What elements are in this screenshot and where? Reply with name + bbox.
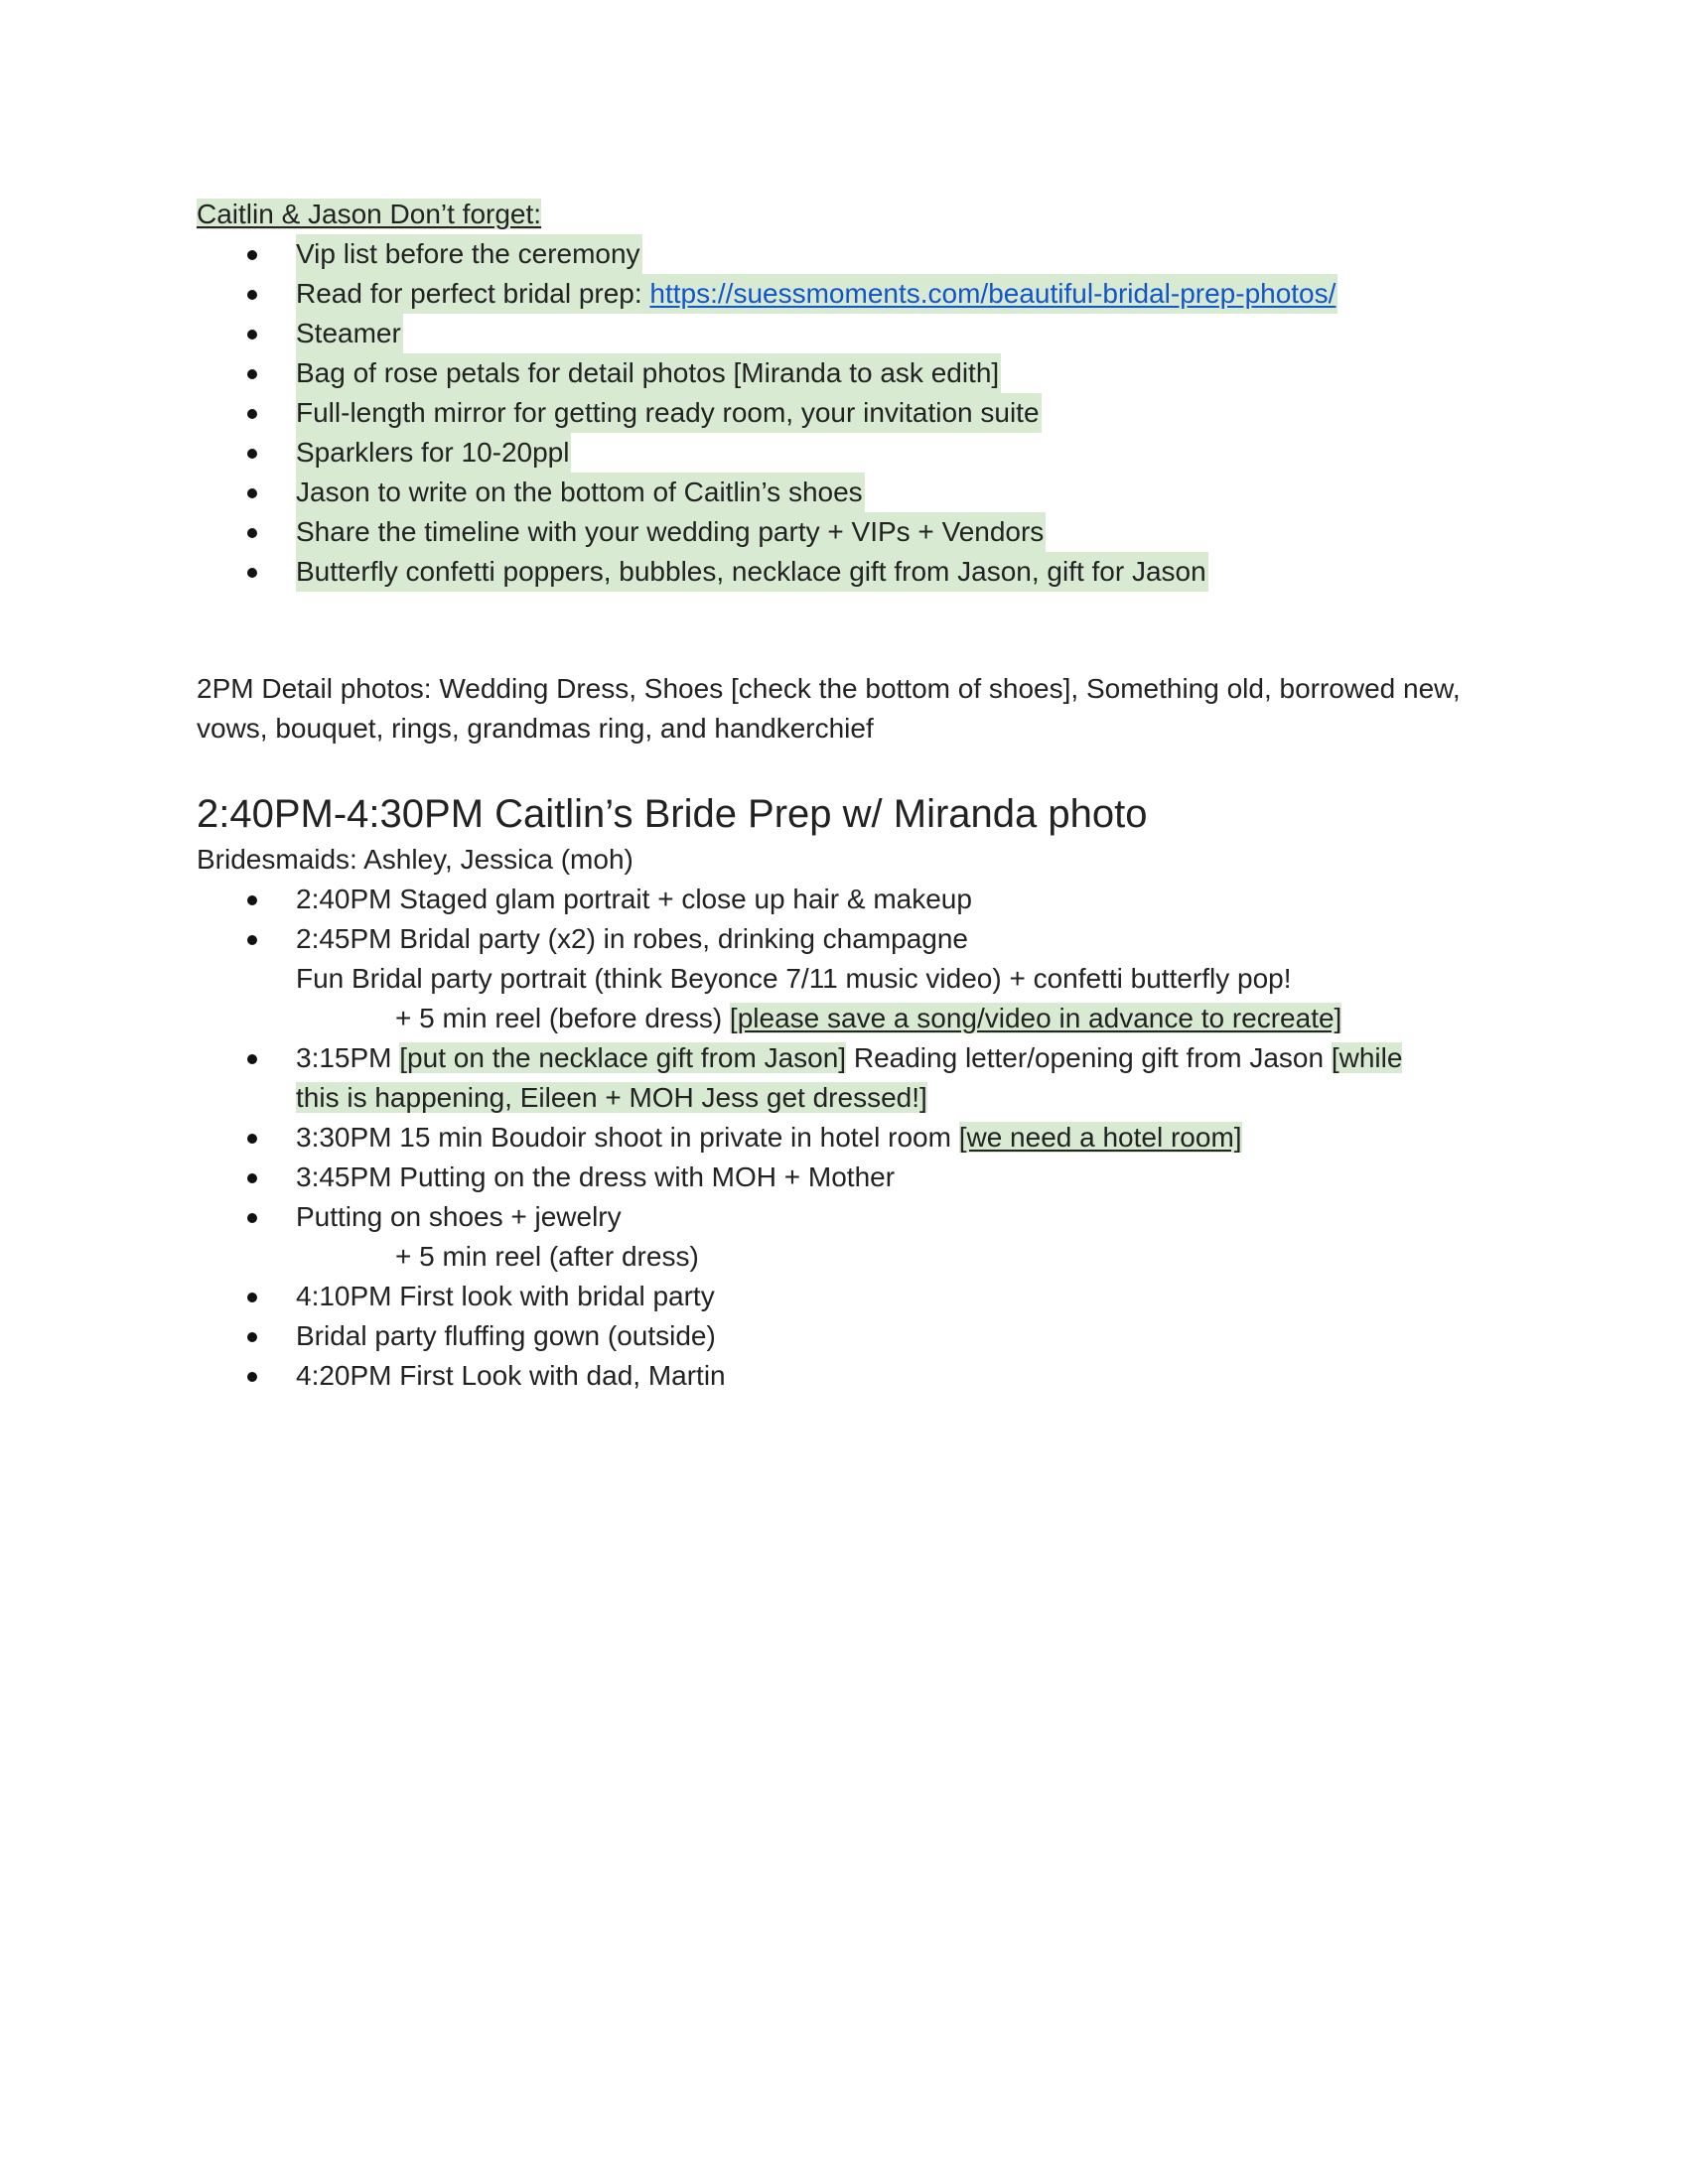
reminder-text: Vip list before the ceremony [296, 234, 642, 274]
bridal-prep-link[interactable]: https://suessmoments.com/beautiful-bridal-prep-photos/ [649, 278, 1336, 309]
timeline-item [197, 1038, 1497, 1118]
timeline-note-highlight: [we need a hotel room] [958, 1122, 1242, 1153]
timeline-text: 2:40PM Staged glam portrait + close up hair & makeup [296, 884, 972, 914]
bullet-icon [247, 1173, 257, 1183]
bullet-icon [247, 409, 257, 419]
bullet-icon [247, 568, 257, 578]
timeline-reel-text: + 5 min reel (after dress) [395, 1241, 699, 1272]
bride-prep-list [197, 880, 1497, 1396]
timeline-text: 4:20PM First Look with dad, Martin [296, 1360, 726, 1391]
bullet-icon [247, 895, 257, 905]
bullet-icon [247, 1213, 257, 1223]
timeline-item [197, 1158, 1497, 1197]
timeline-text: Putting on shoes + jewelry [296, 1201, 622, 1232]
timeline-note-highlight: this is happening, Eileen + MOH Jess get dressed!] [296, 1082, 927, 1113]
reminders-title: Caitlin & Jason Don’t forget: [197, 199, 542, 229]
reminder-item [197, 274, 1497, 314]
timeline-reel-text: + 5 min reel (before dress) [395, 1003, 730, 1033]
reminder-text: Sparklers for 10-20ppl [296, 433, 571, 473]
timeline-note-highlight: [put on the necklace gift from Jason] [399, 1042, 847, 1073]
bullet-icon [247, 1332, 257, 1342]
timeline-text: 3:45PM Putting on the dress with MOH + Mother [296, 1161, 896, 1192]
timeline-note-highlight: [while [1331, 1042, 1403, 1073]
timeline-text-line [296, 1078, 1497, 1118]
bullet-icon [247, 330, 257, 340]
reminder-item [197, 234, 1497, 274]
bullet-icon [247, 528, 257, 538]
timeline-subtext: Fun Bridal party portrait (think Beyonce 7/11 music video) + confetti butterfly pop! [296, 963, 1292, 994]
bullet-icon [247, 1134, 257, 1144]
reminder-text: Butterfly confetti poppers, bubbles, necklace gift from Jason, gift for Jason [296, 552, 1208, 592]
timeline-text: 3:30PM 15 min Boudoir shoot in private in hotel room [296, 1122, 959, 1153]
bullet-icon [247, 449, 257, 459]
timeline-item [197, 1118, 1497, 1158]
timeline-item [197, 1356, 1497, 1396]
timeline-text: 2:45PM Bridal party (x2) in robes, drinking champagne [296, 923, 969, 954]
timeline-item [197, 1277, 1497, 1316]
timeline-reel-line [296, 999, 1497, 1038]
reminders-list [197, 234, 1497, 592]
reminder-item [197, 433, 1497, 473]
timeline-note-highlight: [please save a song/video in advance to recreate] [729, 1003, 1342, 1033]
reminder-text: Jason to write on the bottom of Caitlin’s shoes [296, 473, 865, 512]
bullet-icon [247, 1293, 257, 1302]
reminder-item [197, 473, 1497, 512]
timeline-text-line [296, 1038, 1497, 1078]
bullet-icon [247, 1054, 257, 1064]
reminder-text: Full-length mirror for getting ready room, your invitation suite [296, 393, 1042, 433]
timeline-time: 3:15PM [296, 1042, 400, 1073]
reminder-item [197, 353, 1497, 393]
timeline-text: Bridal party fluffing gown (outside) [296, 1320, 716, 1351]
bullet-icon [247, 369, 257, 379]
detail-photos-paragraph: 2PM Detail photos: Wedding Dress, Shoes [check the bottom of shoes], Something old, borrowed new, vows, bouquet, rings, grandmas ring, and handkerchief [197, 673, 1461, 744]
timeline-item [197, 919, 1497, 1038]
bullet-icon [247, 488, 257, 498]
bullet-icon [247, 935, 257, 945]
reminder-item [197, 314, 1497, 353]
timeline-text: 4:10PM First look with bridal party [296, 1281, 715, 1311]
timeline-text: Reading letter/opening gift from Jason [846, 1042, 1332, 1073]
reminder-item [197, 393, 1497, 433]
timeline-item [197, 1197, 1497, 1277]
bullet-icon [247, 250, 257, 260]
bride-prep-heading: 2:40PM-4:30PM Caitlin’s Bride Prep w/ Miranda photo [197, 792, 1148, 836]
reminder-item [197, 552, 1497, 592]
bridesmaids-line: Bridesmaids: Ashley, Jessica (moh) [197, 844, 633, 875]
reminder-text: Bag of rose petals for detail photos [Miranda to ask edith] [296, 353, 1001, 393]
reminder-text: Share the timeline with your wedding party + VIPs + Vendors [296, 512, 1046, 552]
document-body [197, 195, 1497, 1396]
timeline-item [197, 1316, 1497, 1356]
bullet-icon [247, 290, 257, 300]
bullet-icon [247, 1372, 257, 1382]
reminder-item [197, 512, 1497, 552]
reminder-text: Steamer [296, 314, 403, 353]
timeline-item [197, 880, 1497, 919]
reminders-title-line [197, 195, 1497, 234]
reminder-text: Read for perfect bridal prep: [296, 278, 650, 309]
reminder-text-with-link [296, 274, 1337, 314]
